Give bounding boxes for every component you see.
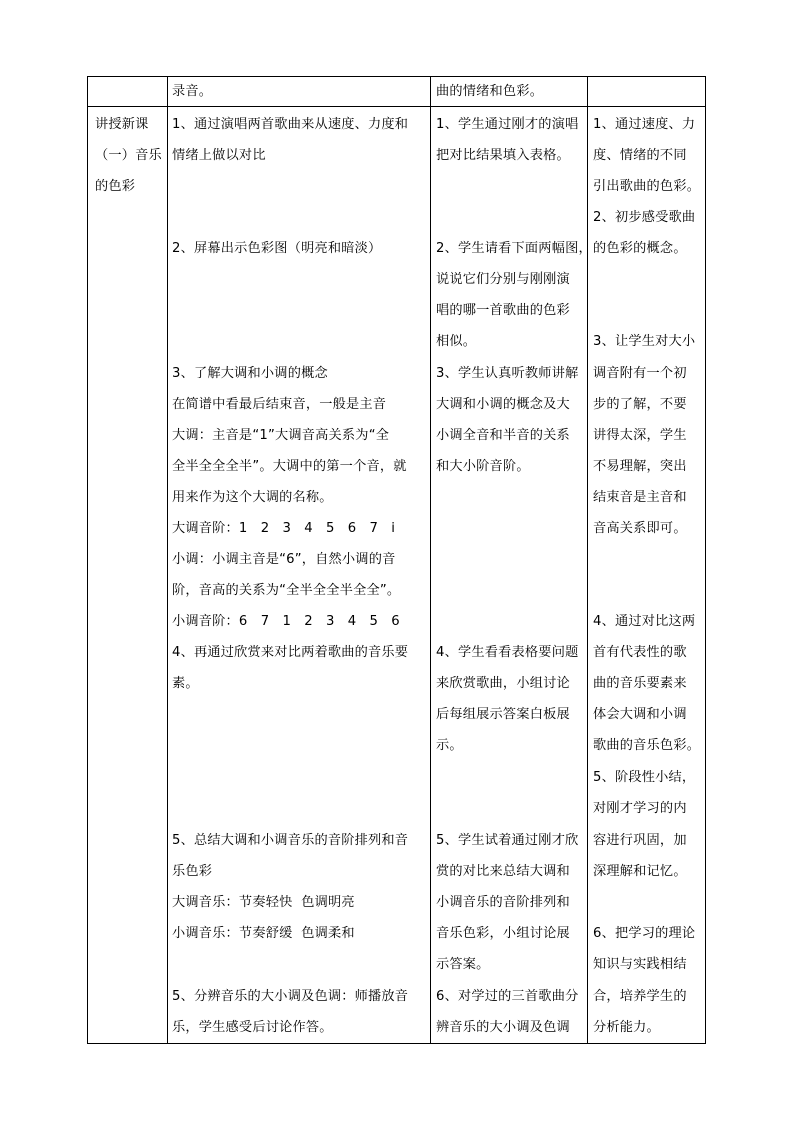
student-activity-line: 和大小阶音阶。: [436, 459, 530, 474]
design-intent-line: 对刚才学习的内: [593, 801, 687, 816]
design-intent-line: 步的了解，不要: [593, 397, 687, 412]
teacher-activity-line: 乐色彩: [172, 864, 213, 879]
table-border-left: [87, 76, 88, 1044]
teacher-activity-line: 在简谱中看最后结束音，一般是主音: [172, 397, 387, 412]
student-activity-line: 来欣赏歌曲，小组讨论: [436, 676, 570, 691]
teacher-activity-line: 4、再通过欣赏来对比两着歌曲的音乐要: [172, 645, 409, 660]
student-activity-line: 1、学生通过刚才的演唱: [436, 117, 579, 132]
teacher-activity-line: 小调：小调主音是“6”，自然小调的音: [172, 552, 396, 567]
design-intent-line: 深理解和记忆。: [593, 864, 687, 879]
design-intent-line: 知识与实践相结: [593, 957, 687, 972]
design-intent-line: 2、初步感受歌曲: [593, 210, 696, 225]
design-intent-line: 4、通过对比这两: [593, 614, 696, 629]
student-activity-line: 唱的哪一首歌曲的色彩: [436, 303, 570, 318]
design-intent-line: 不易理解，突出: [593, 459, 687, 474]
student-activity-line: 后每组展示答案白板展: [436, 707, 570, 722]
teacher-activity-line: 大调音乐：节奏轻快 色调明亮: [172, 895, 355, 910]
student-activity-line: 6、对学过的三首歌曲分: [436, 989, 579, 1004]
student-activity-line: 4、学生看看表格要问题: [436, 645, 579, 660]
student-activity-line: 把对比结果填入表格。: [436, 148, 570, 163]
student-activity-line: 小调全音和半音的关系: [436, 428, 570, 443]
student-activity-line: 示。: [436, 738, 463, 753]
column-divider-2: [430, 76, 431, 1044]
student-activity-line: 3、学生认真听教师讲解: [436, 366, 579, 381]
student-activity-line: 音乐色彩，小组讨论展: [436, 926, 570, 941]
student-activity-line: 5、学生试着通过刚才欣: [436, 833, 579, 848]
design-intent-line: 5、阶段性小结，: [593, 770, 696, 785]
design-intent-line: 6、把学习的理论: [593, 926, 696, 941]
student-activity-line: 辨音乐的大小调及色调: [436, 1020, 570, 1035]
stage-label-line: （一）音乐: [95, 148, 162, 163]
teacher-activity-line: 乐，学生感受后讨论作答。: [172, 1020, 333, 1035]
design-intent-line: 容进行巩固，加: [593, 833, 687, 848]
design-intent-line: 1、通过速度、力: [593, 117, 696, 132]
row1-student-text: 曲的情绪和色彩。: [436, 84, 544, 99]
teacher-activity-line: 大调：主音是“1”大调音高关系为“全: [172, 428, 390, 443]
teacher-activity-line: 小调音阶：6 7 1 2 3 4 5 6: [172, 614, 400, 629]
design-intent-line: 的色彩的概念。: [593, 241, 687, 256]
teacher-activity-line: 情绪上做以对比: [172, 148, 266, 163]
column-divider-1: [167, 76, 168, 1044]
teacher-activity-line: 阶，音高的关系为“全半全全半全全”。: [172, 583, 401, 598]
design-intent-line: 首有代表性的歌: [593, 645, 687, 660]
teacher-activity-line: 3、了解大调和小调的概念: [172, 366, 328, 381]
student-activity-line: 大调和小调的概念及大: [436, 397, 570, 412]
stage-label-line: 讲授新课: [95, 117, 149, 132]
teacher-activity-line: 2、屏幕出示色彩图（明亮和暗淡）: [172, 241, 382, 256]
student-activity-line: 2、学生请看下面两幅图，: [436, 241, 592, 256]
design-intent-line: 度、情绪的不同: [593, 148, 687, 163]
teacher-activity-line: 素。: [172, 676, 199, 691]
design-intent-line: 3、让学生对大小: [593, 334, 696, 349]
teacher-activity-line: 用来作为这个大调的名称。: [172, 490, 333, 505]
teacher-activity-line: 大调音阶：1 2 3 4 5 6 7 i: [172, 521, 396, 536]
design-intent-line: 曲的音乐要素来: [593, 676, 687, 691]
teacher-activity-line: 5、总结大调和小调音乐的音阶排列和音: [172, 833, 409, 848]
table-border-bottom: [87, 1043, 706, 1044]
design-intent-line: 引出歌曲的色彩。: [593, 179, 701, 194]
design-intent-line: 合，培养学生的: [593, 989, 687, 1004]
teacher-activity-line: 5、分辨音乐的大小调及色调：师播放音: [172, 989, 409, 1004]
stage-label-line: 的色彩: [95, 179, 136, 194]
student-activity-line: 小调音乐的音阶排列和: [436, 895, 570, 910]
design-intent-line: 结束音是主音和: [593, 490, 687, 505]
student-activity-line: 赏的对比来总结大调和: [436, 864, 570, 879]
table-border-right: [705, 76, 706, 1044]
design-intent-line: 讲得太深，学生: [593, 428, 687, 443]
design-intent-line: 音高关系即可。: [593, 521, 687, 536]
design-intent-line: 体会大调和小调: [593, 707, 687, 722]
student-activity-line: 说说它们分别与刚刚演: [436, 272, 570, 287]
student-activity-line: 相似。: [436, 334, 477, 349]
teacher-activity-line: 1、通过演唱两首歌曲来从速度、力度和: [172, 117, 409, 132]
design-intent-line: 调音附有一个初: [593, 366, 687, 381]
design-intent-line: 歌曲的音乐色彩。: [593, 738, 701, 753]
column-divider-3: [587, 76, 588, 1044]
design-intent-line: 分析能力。: [593, 1020, 660, 1035]
teacher-activity-line: 全半全全全半”。大调中的第一个音，就: [172, 459, 407, 474]
student-activity-line: 示答案。: [436, 957, 490, 972]
row1-method-text: 录音。: [172, 84, 213, 99]
teacher-activity-line: 小调音乐：节奏舒缓 色调柔和: [172, 926, 355, 941]
